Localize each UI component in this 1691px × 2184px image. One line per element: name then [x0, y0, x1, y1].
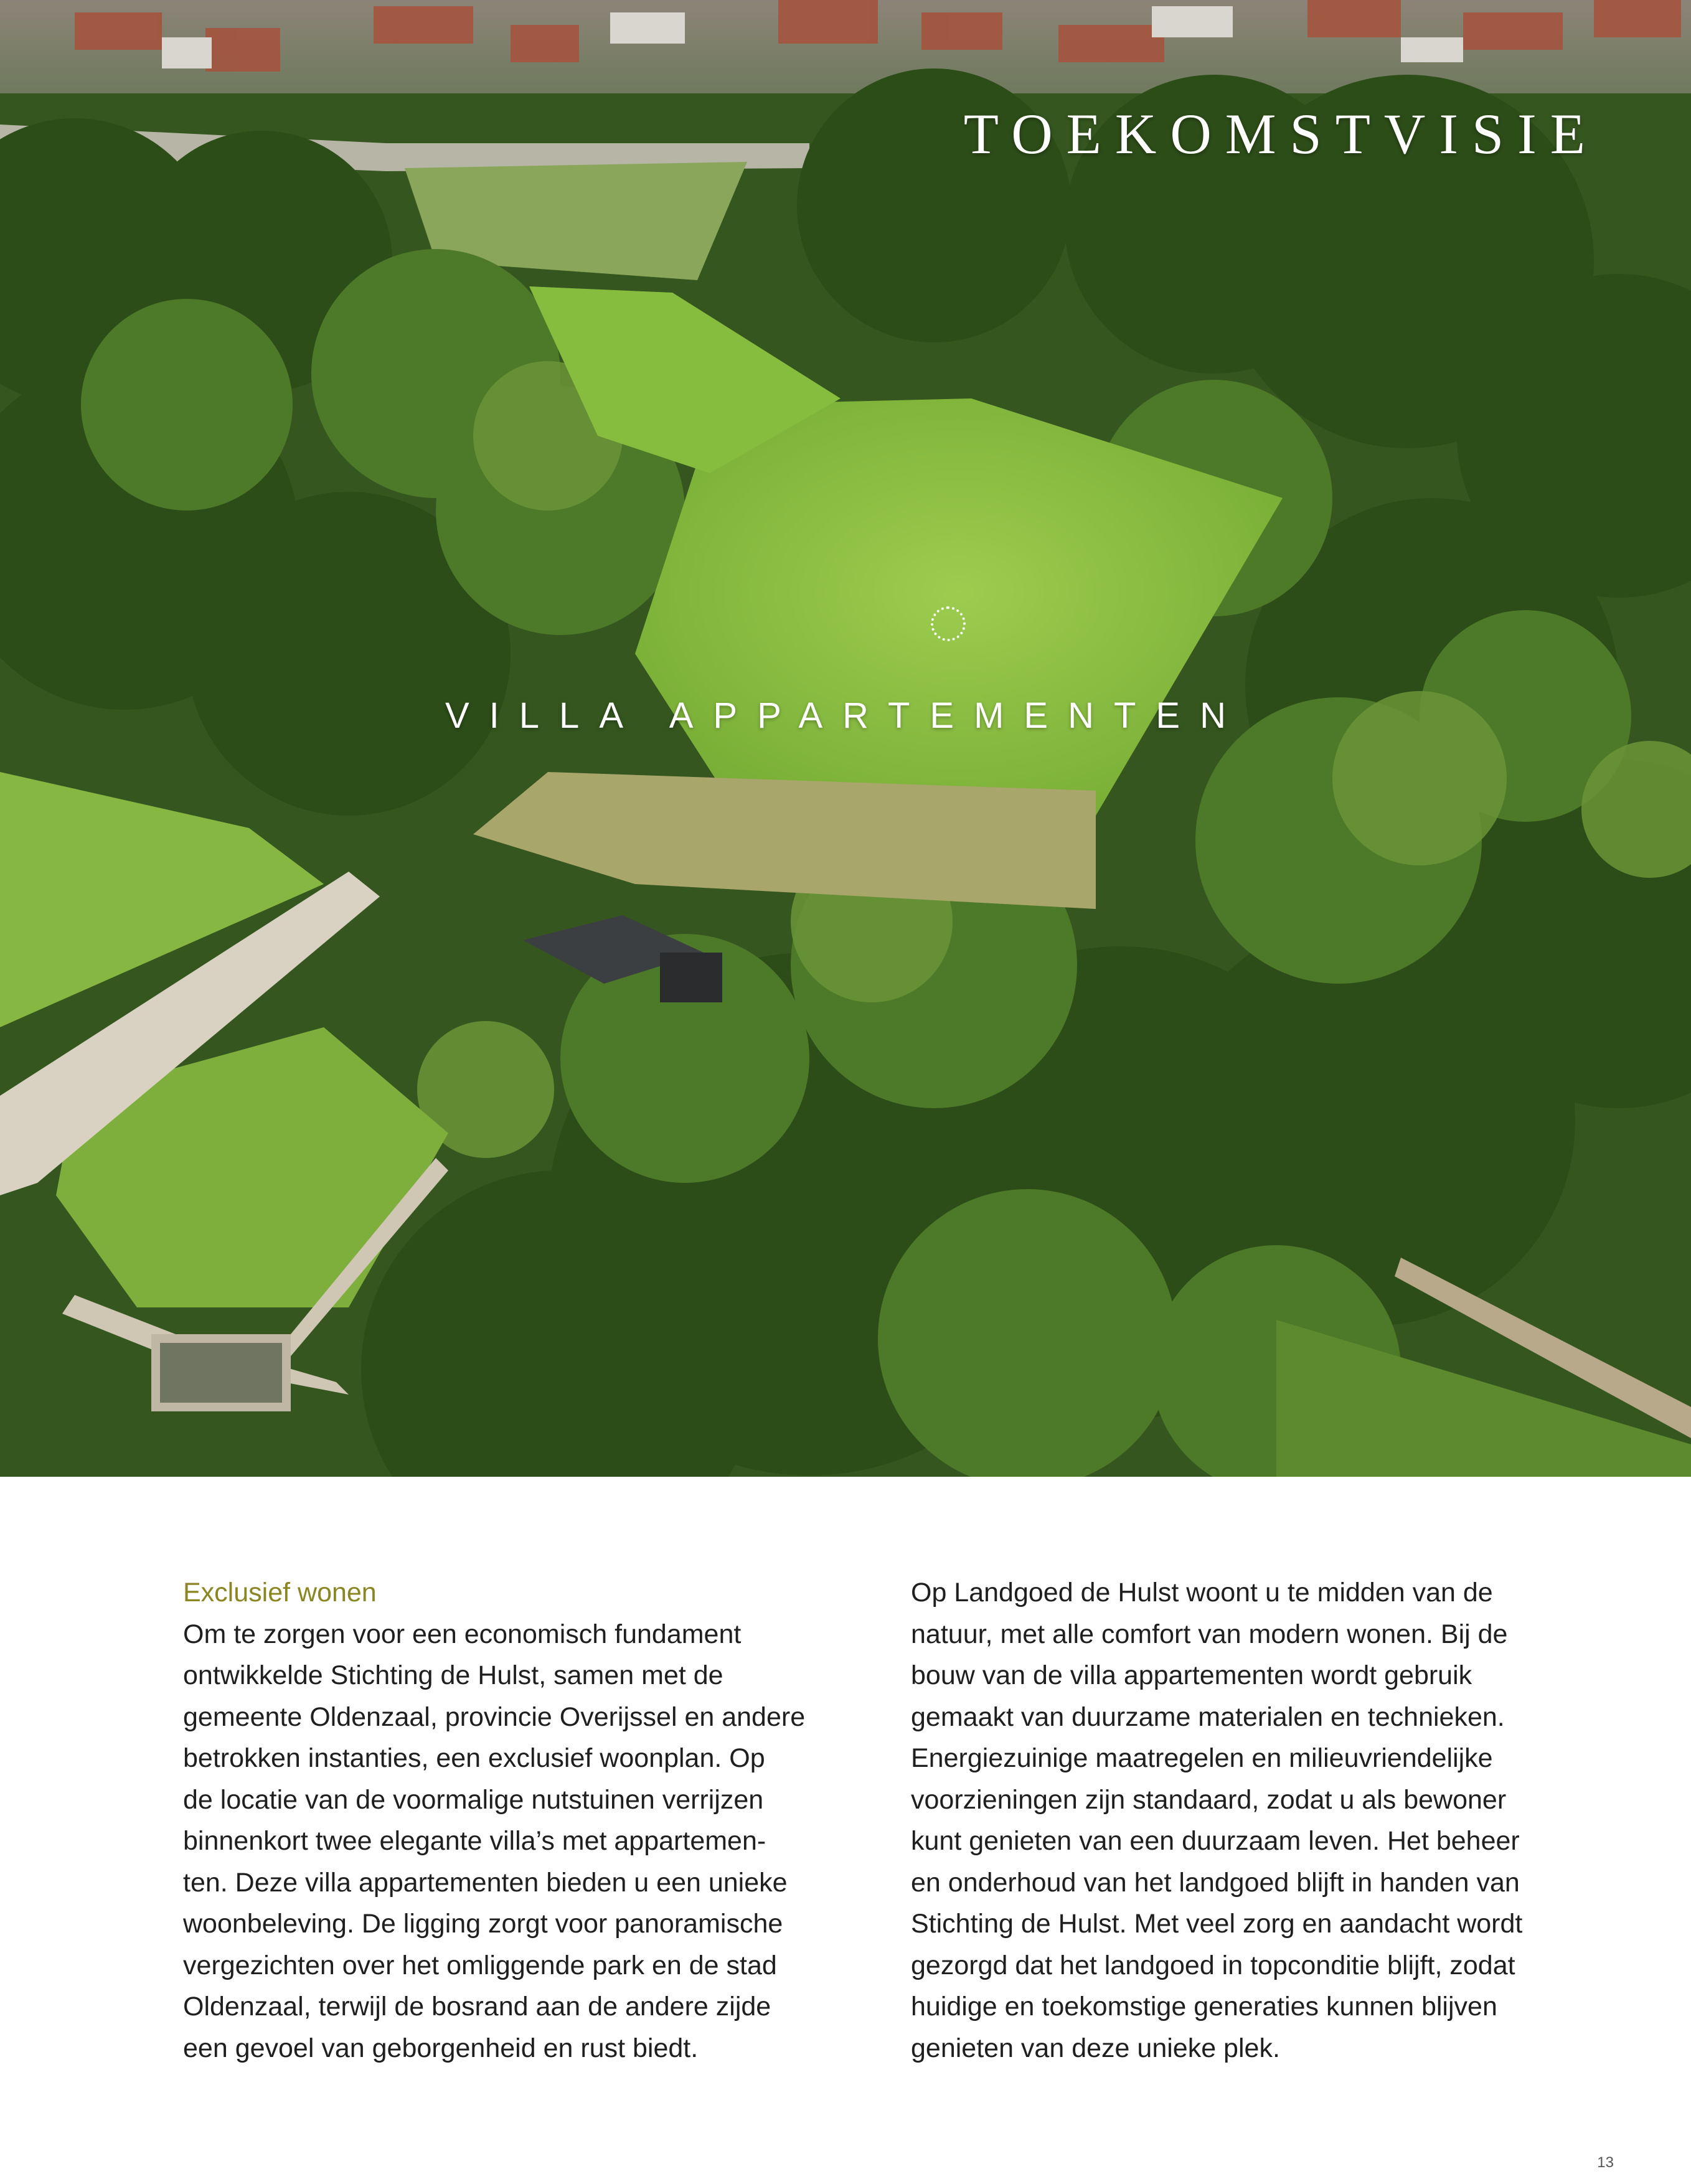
body-line: Om te zorgen voor een economisch fundament: [183, 1619, 742, 1649]
body-line: huidige en toekomstige generaties kunnen blijven: [911, 1992, 1497, 2022]
body-line: bouw van de villa appartementen wordt gebruik: [911, 1660, 1472, 1690]
photo-caption: VILLA APPARTEMENTEN: [445, 695, 1246, 736]
text-column-right: [911, 1572, 1552, 2069]
body-line: vergezichten over het omliggende park en de stad: [183, 1950, 777, 1980]
body-line: voorzieningen zijn standaard, zodat u als bewoner: [911, 1784, 1507, 1815]
body-line: kunt genieten van een duurzaam leven. Het beheer: [911, 1826, 1520, 1856]
dotted-circle-icon: [931, 606, 966, 641]
body-line: en onderhoud van het landgoed blijft in handen van: [911, 1867, 1520, 1898]
body-line: een gevoel van geborgenheid en rust biedt.: [183, 2033, 699, 2063]
body-line: gemaakt van duurzame materialen en technieken.: [911, 1702, 1505, 1732]
body-line: ontwikkelde Stichting de Hulst, samen met de: [183, 1660, 723, 1690]
body-line: betrokken instanties, een exclusief woonplan. Op: [183, 1743, 765, 1773]
body-line: Stichting de Hulst. Met veel zorg en aandacht wordt: [911, 1909, 1523, 1939]
text-column-left: [183, 1572, 831, 2069]
body-line: Oldenzaal, terwijl de bosrand aan de andere zijde: [183, 1992, 771, 2022]
page-number: 13: [1597, 2154, 1614, 2171]
body-line: woonbeleving. De ligging zorgt voor panoramische: [183, 1909, 783, 1939]
body-line: gemeente Oldenzaal, provincie Overijssel en andere: [183, 1702, 806, 1732]
body-line: genieten van deze unieke plek.: [911, 2033, 1280, 2063]
body-line: de locatie van de voormalige nutstuinen verrijzen: [183, 1784, 764, 1815]
body-line: natuur, met alle comfort van modern wonen. Bij de: [911, 1619, 1508, 1649]
section-heading: Exclusief wonen: [183, 1578, 377, 1607]
body-line: gezorgd dat het landgoed in topconditie blijft, zodat: [911, 1950, 1515, 1980]
body-line: ten. Deze villa appartementen bieden u een unieke: [183, 1867, 788, 1898]
body-line: Energiezuinige maatregelen en milieuvriendelijke: [911, 1743, 1493, 1773]
page-title: TOEKOMSTVISIE: [963, 102, 1599, 166]
body-line: binnenkort twee elegante villa’s met appartemen-: [183, 1826, 766, 1856]
body-line: Op Landgoed de Hulst woont u te midden van de: [911, 1578, 1493, 1607]
